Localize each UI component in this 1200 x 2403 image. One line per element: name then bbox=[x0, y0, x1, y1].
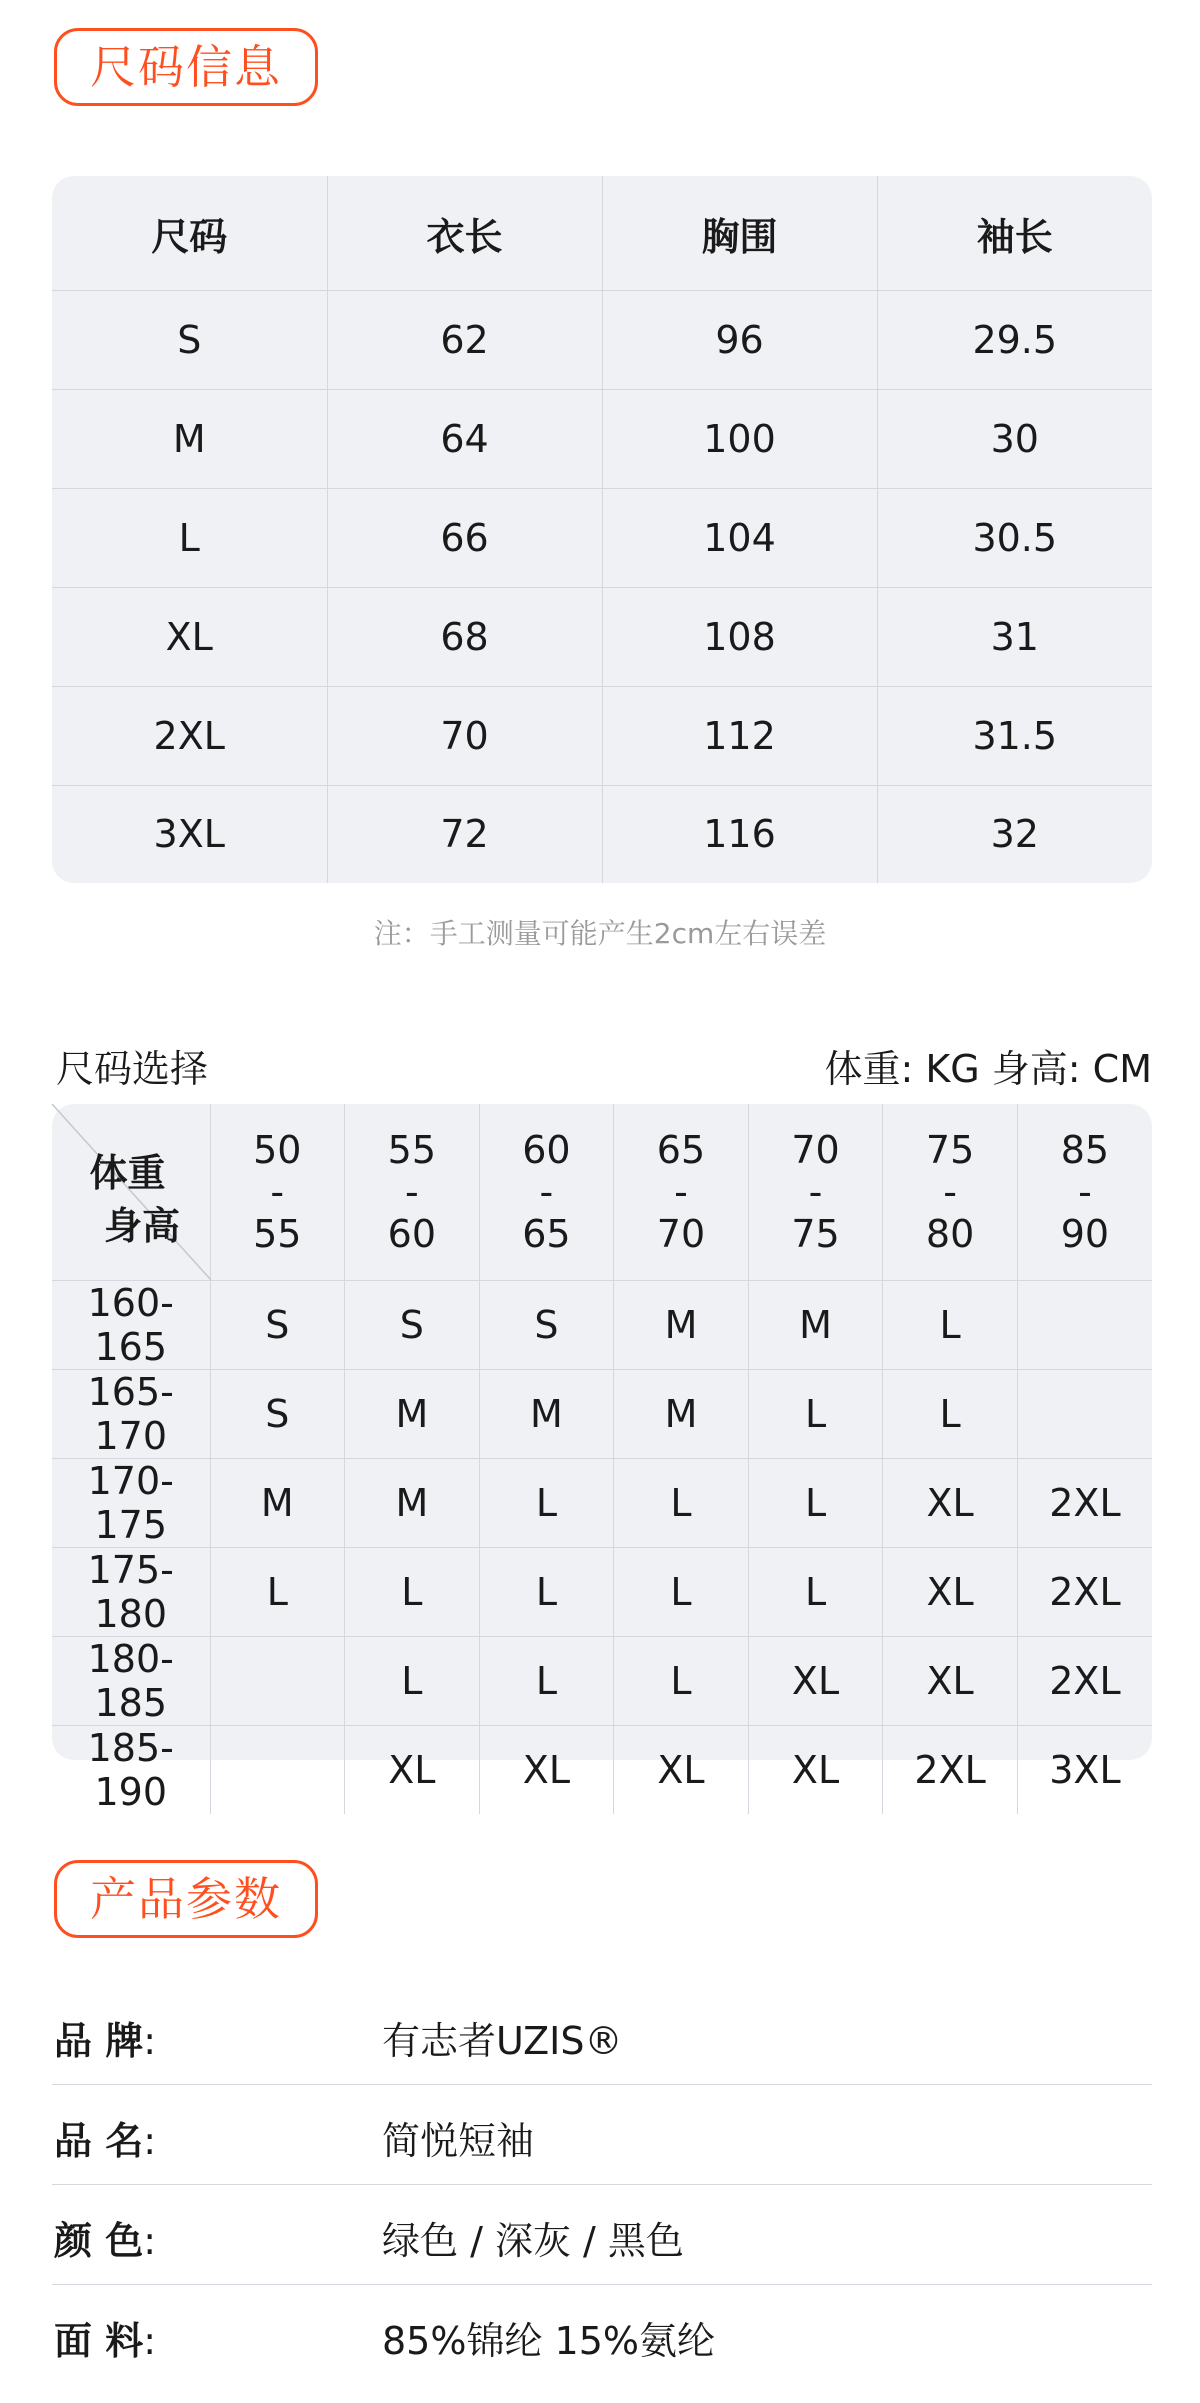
table-row bbox=[52, 587, 1152, 686]
table-row bbox=[52, 291, 1152, 390]
table-cell: 68 bbox=[327, 587, 602, 686]
table-row bbox=[52, 686, 1152, 785]
param-label bbox=[54, 2210, 156, 2265]
table-cell: 96 bbox=[602, 291, 877, 390]
recommended-size-cell: M bbox=[748, 1281, 883, 1370]
table-row bbox=[52, 1548, 1152, 1637]
table-cell: 32 bbox=[990, 812, 1039, 857]
weight-range bbox=[614, 1128, 748, 1256]
param-label-text: 品 名 bbox=[54, 2119, 144, 2163]
recommended-size-cell: L bbox=[614, 1548, 749, 1637]
recommended-size-cell: M bbox=[345, 1459, 480, 1548]
weight-range-header bbox=[1017, 1104, 1152, 1281]
table-row bbox=[52, 1459, 1152, 1548]
recommended-size-cell: XL bbox=[345, 1726, 480, 1815]
table-cell: 112 bbox=[602, 686, 877, 785]
recommended-size-cell: 2XL bbox=[883, 1726, 1018, 1815]
weight-range-header bbox=[210, 1104, 345, 1281]
weight-range-header bbox=[345, 1104, 480, 1281]
param-value: 有志者UZIS® bbox=[382, 2019, 623, 2063]
height-range-cell: 175-180 bbox=[52, 1548, 210, 1637]
weight-range-dash: - bbox=[674, 1170, 688, 1214]
corner-cell bbox=[52, 1104, 210, 1281]
table-cell: 116 bbox=[602, 785, 877, 883]
table-cell: 29.5 bbox=[877, 291, 1152, 390]
weight-range bbox=[345, 1128, 479, 1256]
weight-range bbox=[1018, 1128, 1152, 1256]
param-label-text: 面 料 bbox=[54, 2319, 144, 2363]
weight-range-min: 60 bbox=[522, 1128, 571, 1172]
size-select-units: 体重: KG 身高: CM bbox=[824, 1047, 1152, 1091]
recommended-size-cell: XL bbox=[479, 1726, 614, 1815]
weight-range-header bbox=[479, 1104, 614, 1281]
recommended-size-cell: L bbox=[748, 1459, 883, 1548]
table-row bbox=[52, 1370, 1152, 1459]
size-info-badge: 尺码信息 bbox=[54, 28, 318, 106]
table-cell: 66 bbox=[327, 488, 602, 587]
recommended-size-cell: XL bbox=[883, 1459, 1018, 1548]
table-row bbox=[52, 1726, 1152, 1815]
product-params-badge: 产品参数 bbox=[54, 1860, 318, 1938]
recommended-size-cell: L bbox=[614, 1637, 749, 1726]
param-label bbox=[54, 2010, 156, 2065]
param-value: 85%锦纶 15%氨纶 bbox=[382, 2319, 716, 2363]
table-cell: 72 bbox=[327, 785, 602, 883]
recommended-size-cell: L bbox=[883, 1370, 1018, 1459]
height-range-cell: 185-190 bbox=[52, 1726, 210, 1815]
recommended-size-cell: 2XL bbox=[1017, 1637, 1152, 1726]
weight-range-max: 90 bbox=[1060, 1212, 1110, 1256]
param-colon: : bbox=[143, 2319, 157, 2363]
weight-range-min: 70 bbox=[791, 1128, 840, 1172]
weight-range-max: 60 bbox=[387, 1212, 437, 1256]
col-header-length: 衣长 bbox=[327, 176, 602, 291]
table-row bbox=[52, 389, 1152, 488]
weight-range-dash: - bbox=[808, 1170, 823, 1214]
recommended-size-cell: L bbox=[614, 1459, 749, 1548]
weight-range-dash: - bbox=[270, 1170, 285, 1214]
table-cell: 2XL bbox=[52, 686, 327, 785]
weight-range-min: 50 bbox=[253, 1128, 302, 1172]
col-header-chest: 胸围 bbox=[602, 176, 877, 291]
param-value: 绿色 / 深灰 / 黑色 bbox=[382, 2219, 684, 2263]
recommended-size-cell: M bbox=[479, 1370, 614, 1459]
param-row bbox=[52, 2084, 1152, 2185]
weight-range-dash: - bbox=[1078, 1170, 1092, 1214]
table-cell: 3XL bbox=[52, 785, 327, 883]
recommended-size-cell: M bbox=[345, 1370, 480, 1459]
size-info-table bbox=[52, 176, 1152, 883]
weight-range bbox=[749, 1128, 883, 1256]
param-label-text: 颜 色 bbox=[54, 2219, 144, 2263]
param-value: 简悦短袖 bbox=[382, 2119, 535, 2163]
recommended-size-cell: L bbox=[210, 1548, 345, 1637]
recommended-size-cell: L bbox=[748, 1548, 883, 1637]
recommended-size-cell bbox=[210, 1637, 345, 1726]
weight-range-min: 75 bbox=[925, 1128, 975, 1172]
weight-range-max: 55 bbox=[253, 1212, 302, 1256]
table-cell: 62 bbox=[327, 291, 602, 390]
table-cell: 64 bbox=[327, 389, 602, 488]
table-row bbox=[52, 785, 1152, 883]
recommended-size-cell: L bbox=[479, 1459, 614, 1548]
table-cell: 104 bbox=[602, 488, 877, 587]
table-cell: 31.5 bbox=[877, 686, 1152, 785]
weight-range-header bbox=[614, 1104, 749, 1281]
recommended-size-cell: 3XL bbox=[1049, 1748, 1121, 1792]
measurement-note: 注：手工测量可能产生2cm左右误差 bbox=[373, 917, 827, 950]
weight-range-max: 75 bbox=[791, 1212, 840, 1256]
size-select-title: 尺码选择 bbox=[56, 1047, 209, 1091]
weight-range-min: 55 bbox=[387, 1128, 437, 1172]
weight-range-dash: - bbox=[539, 1170, 554, 1214]
table-cell: 100 bbox=[602, 389, 877, 488]
weight-range bbox=[883, 1128, 1017, 1256]
param-colon: : bbox=[143, 2019, 157, 2063]
recommended-size-cell: 2XL bbox=[1017, 1548, 1152, 1637]
height-range-cell: 160-165 bbox=[52, 1281, 210, 1370]
height-range-cell: 170-175 bbox=[52, 1459, 210, 1548]
recommended-size-cell: XL bbox=[614, 1726, 749, 1815]
param-row bbox=[52, 2284, 1152, 2384]
col-header-size: 尺码 bbox=[52, 176, 327, 291]
table-cell: 70 bbox=[327, 686, 602, 785]
param-label bbox=[54, 2310, 156, 2365]
table-row bbox=[52, 1637, 1152, 1726]
weight-range-max: 65 bbox=[522, 1212, 571, 1256]
param-label bbox=[54, 2110, 156, 2165]
recommended-size-cell: XL bbox=[883, 1548, 1018, 1637]
recommended-size-cell: M bbox=[614, 1281, 749, 1370]
recommended-size-cell bbox=[1017, 1281, 1152, 1370]
table-cell: S bbox=[52, 291, 327, 390]
recommended-size-cell: 2XL bbox=[1017, 1459, 1152, 1548]
size-info-header-row bbox=[52, 176, 1152, 291]
recommended-size-cell: L bbox=[479, 1637, 614, 1726]
weight-range-header bbox=[748, 1104, 883, 1281]
corner-weight-label: 体重 bbox=[89, 1151, 166, 1195]
height-range-cell: 165-170 bbox=[52, 1370, 210, 1459]
table-row bbox=[52, 488, 1152, 587]
param-colon: : bbox=[143, 2219, 157, 2263]
recommended-size-cell: S bbox=[345, 1281, 480, 1370]
weight-range-max: 80 bbox=[925, 1212, 975, 1256]
recommended-size-cell bbox=[1017, 1370, 1152, 1459]
table-cell: XL bbox=[52, 587, 327, 686]
param-row bbox=[52, 1984, 1152, 2085]
table-cell: M bbox=[52, 389, 327, 488]
col-header-sleeve: 袖长 bbox=[877, 176, 1152, 291]
table-cell: 30.5 bbox=[877, 488, 1152, 587]
recommended-size-cell: XL bbox=[748, 1637, 883, 1726]
recommended-size-cell bbox=[210, 1726, 345, 1815]
recommended-size-cell: L bbox=[883, 1281, 1018, 1370]
size-select-header-row bbox=[52, 1104, 1152, 1281]
recommended-size-cell: L bbox=[479, 1548, 614, 1637]
recommended-size-cell: M bbox=[614, 1370, 749, 1459]
height-range-cell: 180-185 bbox=[52, 1637, 210, 1726]
recommended-size-cell: L bbox=[345, 1548, 480, 1637]
recommended-size-cell: M bbox=[210, 1459, 345, 1548]
table-cell: 108 bbox=[602, 587, 877, 686]
weight-range-dash: - bbox=[404, 1170, 419, 1214]
table-cell: L bbox=[52, 488, 327, 587]
recommended-size-cell: L bbox=[345, 1637, 480, 1726]
recommended-size-cell: L bbox=[748, 1370, 883, 1459]
recommended-size-cell: XL bbox=[748, 1726, 883, 1815]
param-row bbox=[52, 2184, 1152, 2285]
param-label-text: 品 牌 bbox=[54, 2019, 144, 2063]
weight-range-max: 70 bbox=[656, 1212, 706, 1256]
size-select-table bbox=[52, 1104, 1152, 1814]
recommended-size-cell: S bbox=[210, 1370, 345, 1459]
corner-height-label: 身高 bbox=[104, 1204, 181, 1248]
recommended-size-cell: XL bbox=[883, 1637, 1018, 1726]
weight-range bbox=[211, 1128, 345, 1256]
recommended-size-cell: S bbox=[210, 1281, 345, 1370]
weight-range-min: 85 bbox=[1060, 1128, 1110, 1172]
param-colon: : bbox=[143, 2119, 157, 2163]
weight-range bbox=[480, 1128, 614, 1256]
weight-range-min: 65 bbox=[656, 1128, 706, 1172]
weight-range-header bbox=[883, 1104, 1018, 1281]
table-cell: 30 bbox=[877, 389, 1152, 488]
weight-range-dash: - bbox=[943, 1170, 957, 1214]
table-cell: 31 bbox=[877, 587, 1152, 686]
recommended-size-cell: S bbox=[479, 1281, 614, 1370]
table-row bbox=[52, 1281, 1152, 1370]
